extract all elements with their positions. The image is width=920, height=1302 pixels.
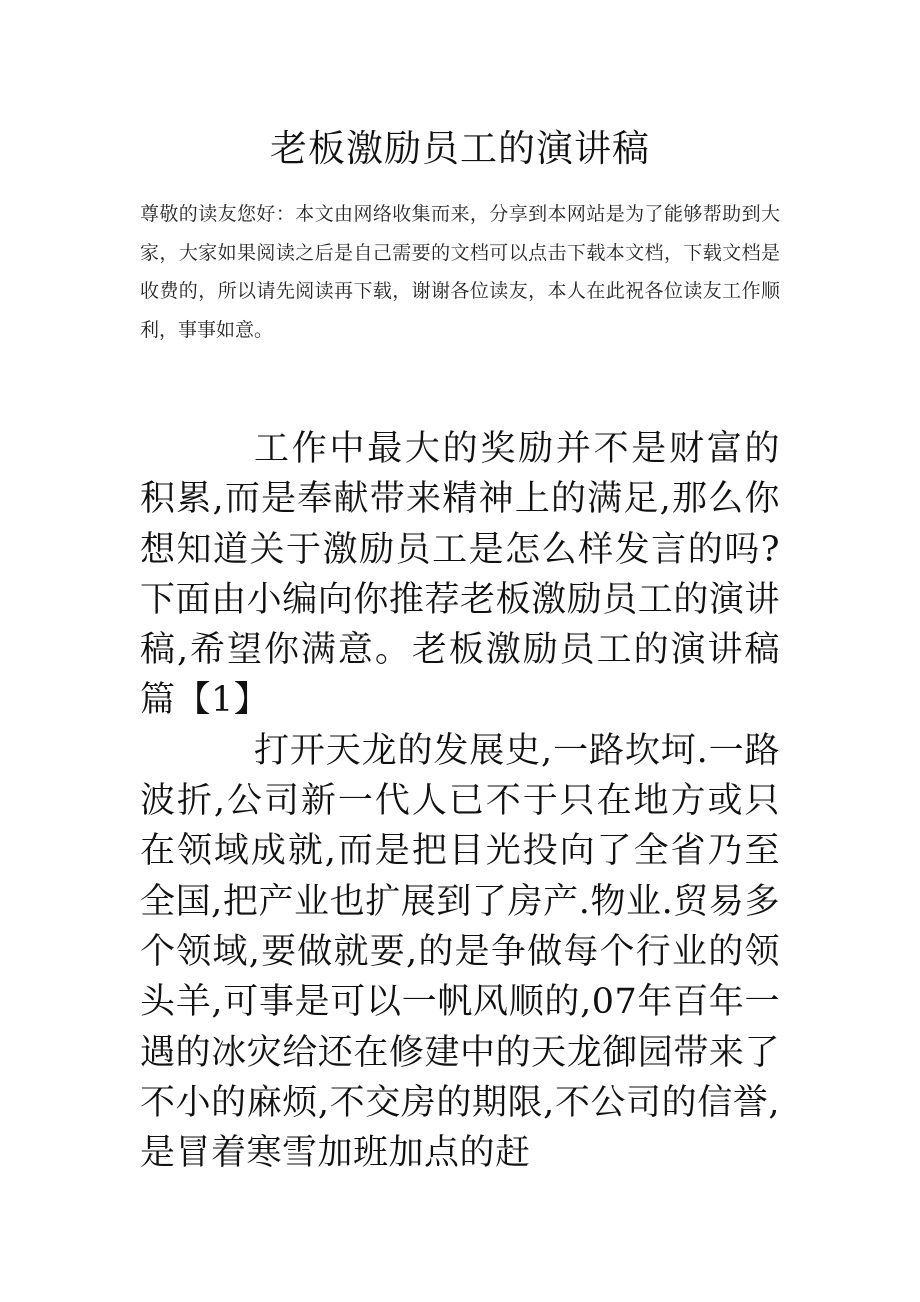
body-paragraph: 打开天龙的发展史,一路坎坷.一路波折,公司新一代人已不于只在地方或只在领域成就,而是把目光投向了全省乃至全国,把产业也扩展到了房产.物业.贸易多个领域,要做就要,的是争做每个行业的领头羊,可事是可以一帆风顺的,07年百年一遇的冰灾给还在修建中的天龙御园带来了不小的麻烦,不交房的期限,不公司的信誉,是冒着寒雪加班加点的赶 bbox=[140, 730, 780, 1174]
reader-notice: 尊敬的读友您好：本文由网络收集而来，分享到本网站是为了能够帮助到大家，大家如果阅读之后是自己需要的文档可以点击下载本文档，下载文档是收费的，所以请先阅读再下载，谢谢各位读友，本人在此祝各位读友工作顺利，事事如意。 bbox=[140, 203, 780, 341]
document-body bbox=[140, 424, 780, 1178]
document-title: 老板激励员工的演讲稿 bbox=[270, 127, 650, 170]
body-paragraph: 工作中最大的奖励并不是财富的积累,而是奉献带来精神上的满足,那么你想知道关于激励员工是怎么样发言的吗?下面由小编向你推荐老板激励员工的演讲稿,希望你满意。老板激励员工的演讲稿 篇【1】 bbox=[140, 429, 780, 721]
